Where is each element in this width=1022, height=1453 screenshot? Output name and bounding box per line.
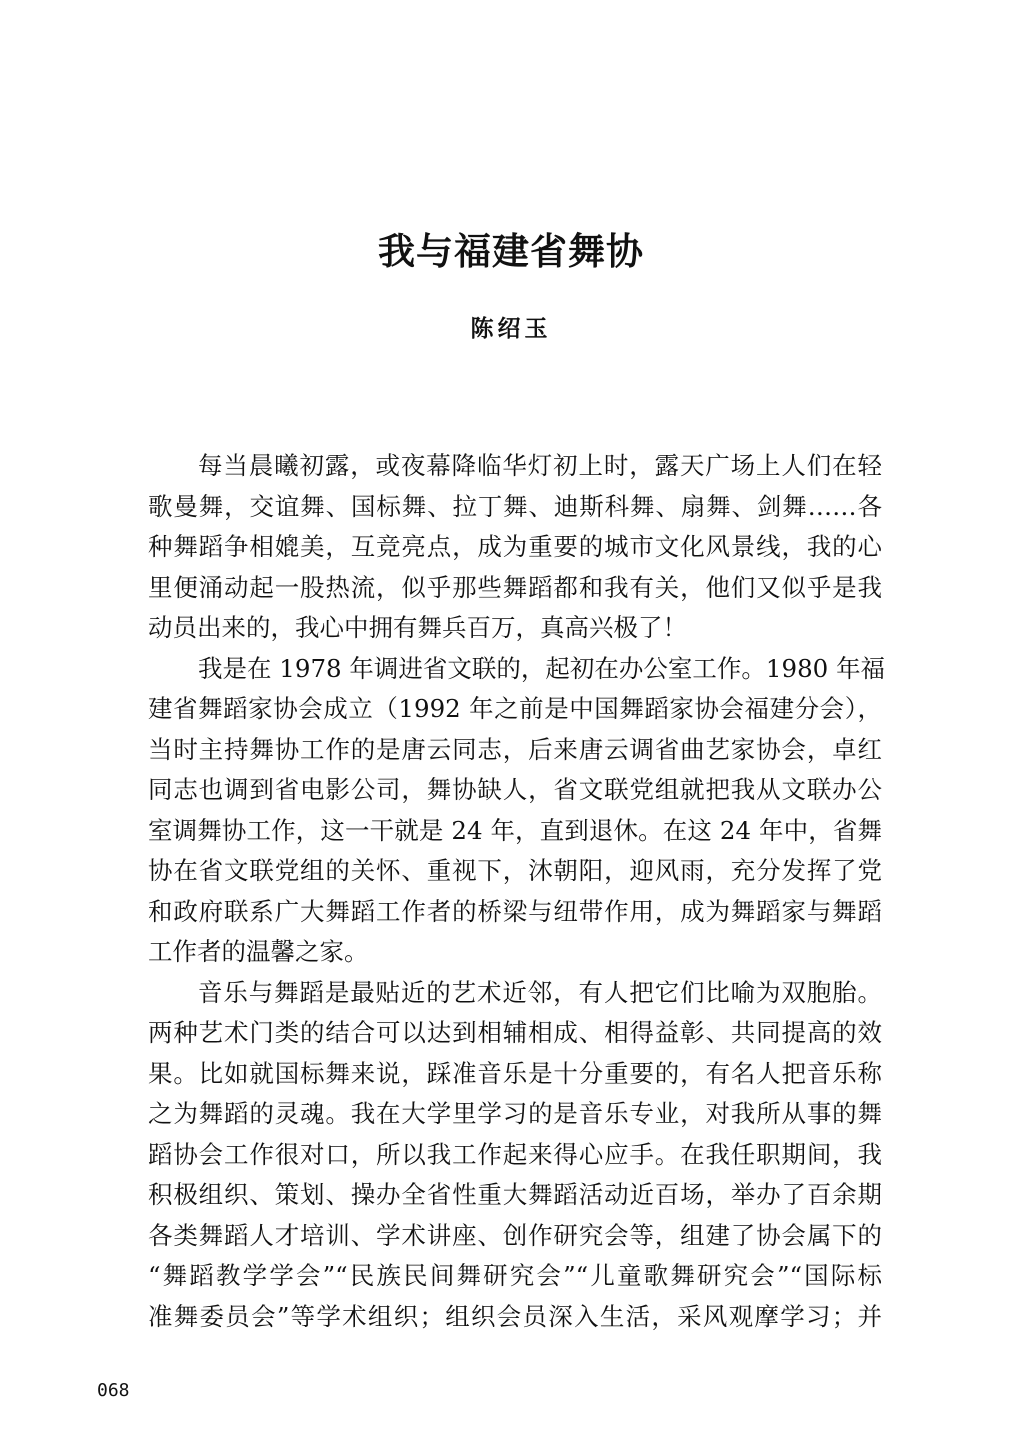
body-line: 每当晨曦初露，或夜幕降临华灯初上时，露天广场上人们在轻 <box>198 451 882 480</box>
body-line: 动员出来的，我心中拥有舞兵百万，真高兴极了！ <box>148 613 687 642</box>
body-line: 准舞委员会”等学术组织；组织会员深入生活，采风观摩学习；并 <box>148 1301 882 1331</box>
body-line: 当时主持舞协工作的是唐云同志，后来唐云调省曲艺家协会，卓红 <box>148 734 882 764</box>
body-line: 同志也调到省电影公司，舞协缺人，省文联党组就把我从文联办公 <box>148 775 882 804</box>
body-line: 两种艺术门类的结合可以达到相辅相成、相得益彰、共同提高的效 <box>148 1018 882 1047</box>
body-line: 各类舞蹈人才培训、学术讲座、创作研究会等，组建了协会属下的 <box>148 1220 882 1250</box>
body-line: 我是在 1978 年调进省文联的，起初在办公室工作。1980 年福 <box>198 653 886 683</box>
body-line: 蹈协会工作很对口，所以我工作起来得心应手。在我任职期间，我 <box>148 1139 882 1169</box>
body-line: 建省舞蹈家协会成立（1992 年之前是中国舞蹈家协会福建分会）， <box>148 694 882 723</box>
article-body <box>148 446 886 1337</box>
body-line: 室调舞协工作，这一干就是 24 年，直到退休。在这 24 年中，省舞 <box>148 815 882 845</box>
body-line: 工作者的温馨之家。 <box>148 937 369 966</box>
body-line: 之为舞蹈的灵魂。我在大学里学习的是音乐专业，对我所从事的舞 <box>148 1099 882 1128</box>
body-line: 音乐与舞蹈是最贴近的艺术近邻，有人把它们比喻为双胞胎。 <box>198 977 882 1007</box>
body-line: 积极组织、策划、操办全省性重大舞蹈活动近百场，举办了百余期 <box>148 1180 882 1209</box>
body-line: 种舞蹈争相媲美，互竞亮点，成为重要的城市文化风景线，我的心 <box>148 532 882 561</box>
body-line: 歌曼舞，交谊舞、国标舞、拉丁舞、迪斯科舞、扇舞、剑舞……各 <box>148 491 882 521</box>
page-number: 068 <box>97 1380 130 1401</box>
article-title: 我与福建省舞协 <box>378 229 644 273</box>
body-line: 里便涌动起一股热流，似乎那些舞蹈都和我有关，他们又似乎是我 <box>148 572 882 602</box>
body-line: 和政府联系广大舞蹈工作者的桥梁与纽带作用，成为舞蹈家与舞蹈 <box>148 896 882 926</box>
body-line: 协在省文联党组的关怀、重视下，沐朝阳，迎风雨，充分发挥了党 <box>148 856 882 885</box>
body-line: “舞蹈教学学会”“民族民间舞研究会”“儿童歌舞研究会”“国际标 <box>148 1261 882 1290</box>
body-line: 果。比如就国标舞来说，踩准音乐是十分重要的，有名人把音乐称 <box>148 1058 882 1088</box>
article-author: 陈绍玉 <box>470 315 552 342</box>
